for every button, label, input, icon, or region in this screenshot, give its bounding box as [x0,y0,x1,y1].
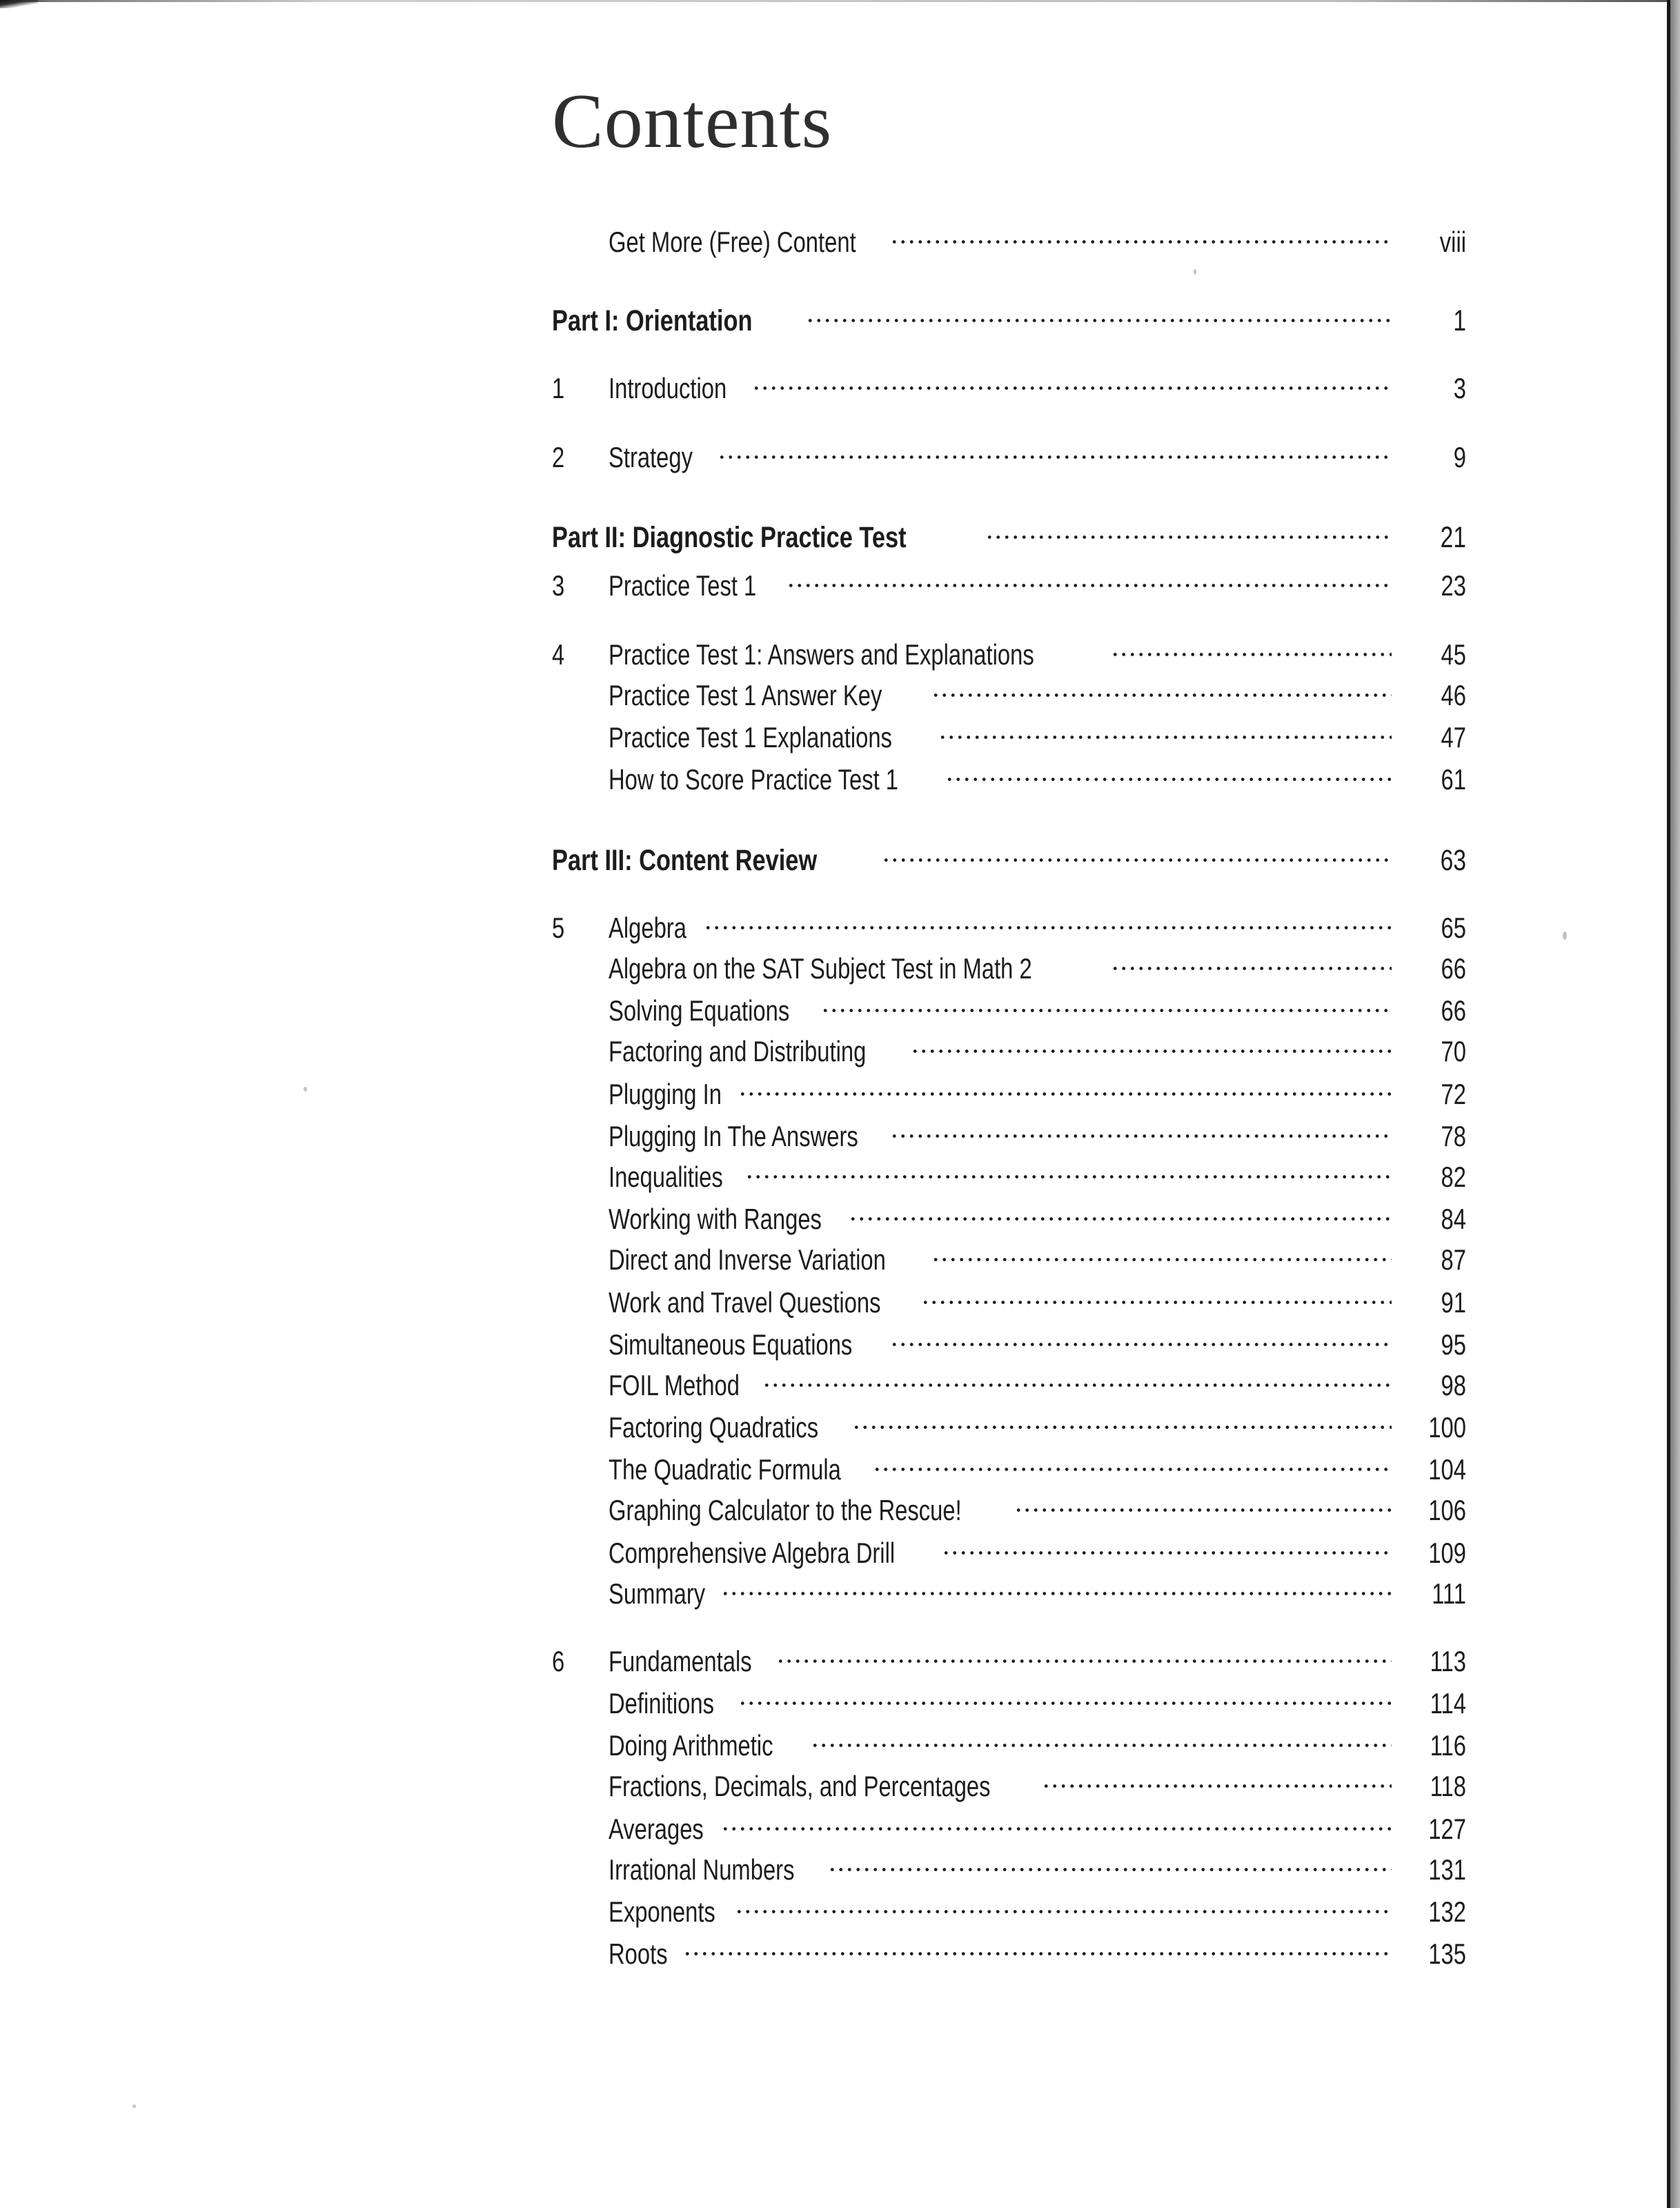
page-number: 1 [1453,304,1466,337]
toc-entry-title-text: Roots [609,1938,668,1970]
toc-entry-title-text: Factoring and Distributing [609,1035,867,1067]
toc-entry-title-text: Part I: Orientation [552,304,753,337]
page-number: 113 [1430,1645,1466,1677]
scan-speck [304,1087,307,1092]
page-number: 106 [1428,1494,1466,1526]
toc-entry-title-text: Algebra [609,911,686,944]
toc-entry-title-text: Simultaneous Equations [609,1328,853,1361]
page-number: 111 [1432,1577,1466,1610]
page-number: 116 [1430,1729,1466,1762]
toc-entry-title [609,369,747,408]
scan-speck [1563,931,1567,940]
toc-entry-sub[interactable] [552,1316,1466,1361]
page-number: 114 [1430,1687,1466,1719]
page-number: 131 [1428,1853,1466,1886]
page-number: 91 [1441,1286,1466,1319]
toc-entry-part[interactable] [552,292,1466,337]
toc-entry-sub[interactable] [552,709,1466,753]
dot-leader [762,1357,1392,1395]
page-number: 127 [1428,1813,1466,1845]
toc-entry-title-text: Factoring Quadratics [609,1411,819,1443]
dot-leader [911,1023,1392,1061]
page-number: 72 [1441,1078,1466,1110]
scan-right-edge-strip [1670,0,1680,2208]
toc-entry-title-text: Part III: Content Review [552,844,818,877]
toc-entry-sub[interactable] [552,1800,1466,1845]
toc-entry-title-text: Introduction [609,372,727,404]
page-number: 87 [1441,1243,1466,1276]
toc-entry-title-text: Comprehensive Algebra Drill [609,1537,896,1569]
toc-entry-sub[interactable] [552,1441,1466,1486]
chapter-number: 5 [552,911,565,944]
toc-entry-part[interactable] [552,831,1466,877]
toc-entry-part[interactable] [552,509,1466,554]
dot-leader [921,1274,1392,1312]
page-number: 82 [1441,1161,1466,1193]
dot-leader [721,1800,1392,1839]
page-number: 3 [1453,372,1466,404]
toc-entry-title-text: Definitions [609,1687,714,1719]
toc-entry-sub[interactable] [552,1675,1466,1719]
dot-leader [849,1190,1392,1229]
toc-entry-title-text: Fundamentals [609,1645,752,1677]
chapter-number: 3 [552,569,565,602]
toc-entry-sub[interactable] [552,1107,1466,1152]
dot-leader [931,1231,1392,1270]
toc-entry-sub[interactable] [552,1841,1466,1886]
toc-entry-title [609,1935,678,1973]
toc-entry-title-text: Practice Test 1 Answer Key [609,679,882,711]
dot-leader [985,509,1392,547]
toc-entry-sub[interactable] [552,1524,1466,1569]
dot-leader [721,1565,1392,1604]
dot-leader [683,1925,1392,1964]
page-number: viii [1439,226,1466,258]
page-number: 70 [1441,1035,1466,1067]
toc-entry-chapter[interactable] [552,899,1466,944]
scan-speck [1194,269,1196,275]
dot-leader [1042,1757,1392,1796]
dot-leader [745,1148,1392,1187]
toc-entry-sub[interactable] [552,1481,1466,1526]
dot-leader [821,982,1392,1021]
toc-entry-sub[interactable] [552,1148,1466,1193]
page-number: 118 [1430,1770,1466,1802]
dot-leader [890,1107,1392,1146]
toc-entry-chapter[interactable] [552,557,1466,602]
toc-entry-sub[interactable] [552,751,1466,796]
toc-entry-sub[interactable] [552,1023,1466,1067]
page-number: 66 [1441,994,1466,1027]
dot-leader [718,428,1392,467]
toc-entry-title [609,566,781,605]
toc-entry-title [552,518,980,557]
toc-entry-title-text: Algebra on the SAT Subject Test in Math 2 [609,952,1032,985]
dot-leader [890,213,1392,252]
dot-leader [704,899,1392,938]
toc-entry-sub[interactable] [552,1274,1466,1319]
toc-entry-title-text: Graphing Calculator to the Rescue! [609,1494,962,1526]
toc-entry-sub[interactable] [552,1717,1466,1762]
page-number: 65 [1441,911,1466,944]
page-number: 132 [1428,1895,1466,1928]
toc-entry-title-text: Working with Ranges [609,1203,822,1235]
toc-entry-sub[interactable] [552,1190,1466,1235]
toc-entry-title-text: Strategy [609,441,693,473]
chapter-number: 4 [552,638,565,671]
toc-entry-title-text: Practice Test 1: Answers and Explanations [609,638,1034,671]
dot-leader [752,359,1392,398]
toc-entry-title-text: Doing Arithmetic [609,1729,773,1762]
page-number: 61 [1441,763,1466,796]
toc-entry-sub[interactable] [552,667,1466,711]
toc-entry-sub[interactable] [552,982,1466,1027]
page-number: 95 [1441,1328,1466,1361]
page-number: 84 [1441,1203,1466,1235]
toc-entry-title-text: Fractions, Decimals, and Percentages [609,1770,991,1802]
toc-entry-title-text: FOIL Method [609,1369,740,1401]
dot-leader [873,1441,1392,1479]
page-number: 98 [1441,1369,1466,1401]
toc-entry-title-text: Irrational Numbers [609,1853,795,1886]
dot-leader [882,831,1392,870]
page-number: 104 [1428,1453,1466,1486]
chapter-number: 2 [552,441,565,473]
dot-leader [1111,626,1392,664]
toc-entry-title-text: How to Score Practice Test 1 [609,763,898,796]
toc-entry-title-text: Averages [609,1813,704,1845]
dot-leader [1111,940,1392,978]
page-number: 109 [1428,1537,1466,1569]
dot-leader [738,1675,1392,1713]
dot-leader [828,1841,1392,1880]
dot-leader [811,1717,1392,1755]
toc-entry-sub[interactable] [552,1399,1466,1443]
scan-speck [132,2104,136,2108]
toc-entry-title [609,760,940,799]
toc-entry-title-text: Work and Travel Questions [609,1286,881,1319]
dot-leader [890,1316,1392,1354]
toc-entry-sub[interactable] [552,1357,1466,1401]
toc-entry-sub[interactable] [552,1065,1466,1110]
dot-leader [938,709,1392,747]
page-number: 23 [1441,569,1466,602]
page-number: 66 [1441,952,1466,985]
toc-entry-title-text: Plugging In The Answers [609,1120,858,1152]
chapter-number: 6 [552,1645,565,1677]
dot-leader [1014,1481,1392,1520]
page-number: 78 [1441,1120,1466,1152]
toc-entry-sub[interactable] [552,1757,1466,1802]
page-title: Contents [552,79,833,164]
toc-entry-title-text: Summary [609,1577,706,1610]
toc-entry-title-text: Exponents [609,1895,715,1928]
toc-entry-title [552,302,800,340]
page-number: 100 [1428,1411,1466,1443]
toc-entry-chapter[interactable] [552,626,1466,671]
toc-entry-title [609,1575,715,1613]
toc-entry-sub[interactable] [552,1925,1466,1970]
dot-leader [945,751,1392,789]
toc-entry-title [609,223,885,262]
page-number: 9 [1453,441,1466,473]
toc-entry-sub[interactable] [552,1565,1466,1610]
scan-top-line [0,0,1668,2]
toc-entry-chapter[interactable] [552,428,1466,473]
dot-leader [735,1883,1392,1922]
dot-leader [787,557,1392,595]
toc-entry-title [552,841,876,880]
dot-leader [806,292,1392,331]
page-number: 63 [1440,844,1466,877]
toc-entry-sub[interactable] [552,940,1466,985]
toc-entry-chapter[interactable] [552,1633,1466,1677]
toc-entry-sub[interactable] [552,1231,1466,1276]
dot-leader [931,667,1392,705]
toc-entry-title-text: Plugging In [609,1078,722,1110]
toc-entry-front[interactable] [552,213,1466,258]
scan-top-corner-shadow [0,0,38,8]
toc-entry-title [609,438,712,477]
toc-entry-title-text: Inequalities [609,1161,723,1193]
dot-leader [942,1524,1392,1563]
toc-entry-chapter[interactable] [552,359,1466,404]
toc-entry-title-text: Get More (Free) Content [609,226,856,258]
chapter-number: 1 [552,372,565,404]
page-number: 47 [1441,721,1466,753]
toc-entry-title-text: Practice Test 1 [609,569,757,602]
dot-leader [738,1065,1392,1104]
page-number: 21 [1440,521,1466,554]
dot-leader [776,1633,1392,1671]
toc-entry-title-text: Part II: Diagnostic Practice Test [552,521,907,554]
page-number: 135 [1428,1938,1466,1970]
page-number: 45 [1441,638,1466,671]
toc-entry-title-text: The Quadratic Formula [609,1453,841,1486]
page-number: 46 [1441,679,1466,711]
toc-entry-title-text: Direct and Inverse Variation [609,1243,886,1276]
toc-entry-title-text: Practice Test 1 Explanations [609,721,892,753]
toc-entry-title-text: Solving Equations [609,994,790,1027]
dot-leader [852,1399,1392,1437]
toc-entry-sub[interactable] [552,1883,1466,1928]
